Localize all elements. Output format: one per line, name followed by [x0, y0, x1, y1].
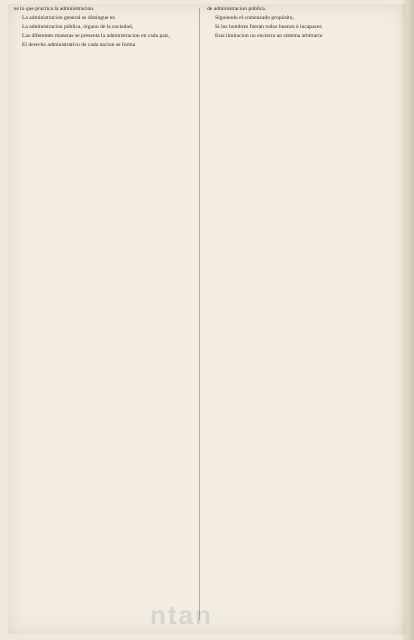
left-paragraph-4: El derecho administrativo de cada nacion se forma [22, 41, 136, 48]
left-paragraph-1: La administracion general se distingue en [22, 14, 116, 21]
right-column [207, 6, 392, 624]
left-opening-line: es lo que practica la administracion. [14, 6, 95, 12]
right-opening-line: de administracion pública. [207, 6, 267, 12]
left-column [14, 6, 199, 624]
right-paragraph-1: Siguiendo el comenzado propósito, [215, 14, 294, 21]
column-divider [199, 8, 200, 620]
page-edge-shadow [400, 0, 414, 640]
left-paragraph-2: La administracion pública, órgano de la sociedad, [22, 23, 134, 30]
text-columns [14, 6, 392, 624]
left-paragraph-3: Las diferentes maneras se presenta la administracion en cada país, [22, 32, 170, 39]
library-watermark: ntan [150, 600, 213, 630]
right-paragraph-2: Si los hombres fueran todos buenos é incapaces [215, 23, 322, 30]
right-paragraph-3: Esta limitacion no encierra un sistema arbitrario [215, 32, 323, 39]
